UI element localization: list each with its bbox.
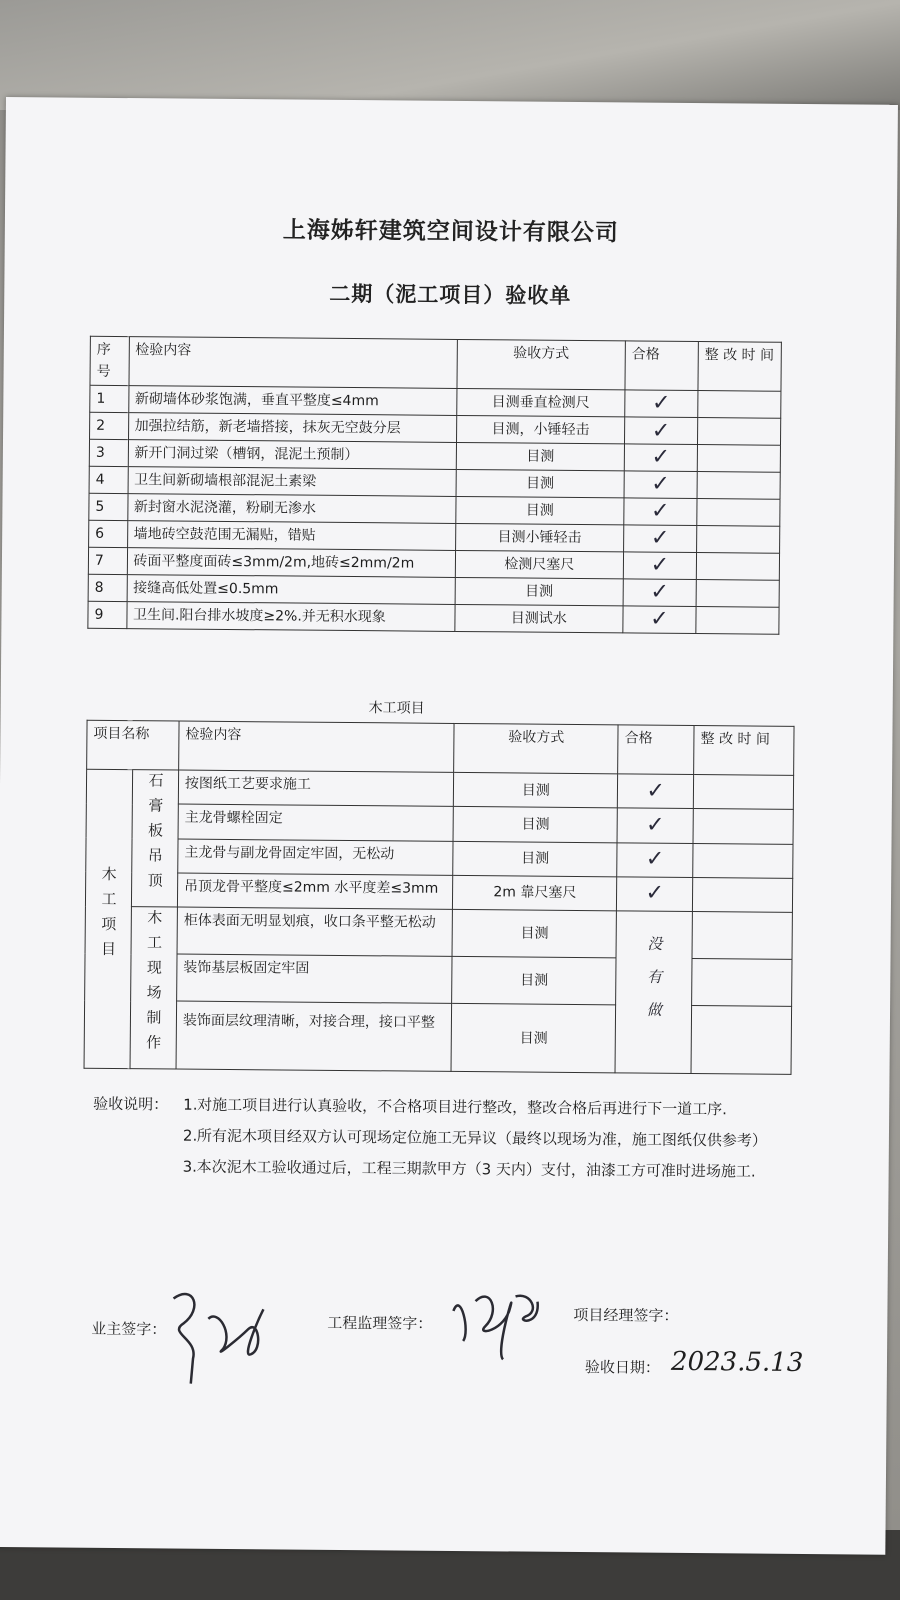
row-content: 卫生间新砌墙根部混泥土素梁 xyxy=(128,467,456,497)
row-method: 目测 xyxy=(453,807,617,843)
row-content: 接缝高低处置≤0.5mm xyxy=(127,575,455,605)
note-text: 本次泥木工验收通过后，工程三期款甲方（3 天内）支付，油漆工方可准时进场施工. xyxy=(196,1157,756,1181)
row-content: 新砌墙体砂浆饱满，垂直平整度≤4mm xyxy=(128,386,456,416)
row-content: 新开门洞过梁（槽钢，混泥土预制） xyxy=(128,440,456,470)
group-label-cell xyxy=(84,769,133,1068)
row-content: 装饰面层纹理清晰，对接合理，接口平整 xyxy=(176,1001,452,1071)
row-method: 2m 靠尺塞尺 xyxy=(453,875,617,911)
pass-checkmark: ✓ xyxy=(617,842,693,877)
note-text: 所有泥木项目经双方认可现场定位施工无异议（最终以现场为准，施工图纸仅供参考） xyxy=(196,1126,768,1150)
form-title: 二期（泥工项目）验收单 xyxy=(329,281,572,308)
header-seq: 序号 xyxy=(90,336,129,385)
acceptance-notes xyxy=(93,1091,794,1186)
header-content: 检验内容 xyxy=(179,721,455,772)
table-header-row xyxy=(87,720,794,775)
row-content: 新封窗水泥浇灌，粉刷无渗水 xyxy=(127,494,455,524)
row-seq: 1 xyxy=(90,385,129,412)
subgroup-label-cell xyxy=(130,907,177,1069)
row-seq: 8 xyxy=(88,574,127,601)
pass-checkmark: ✓ xyxy=(624,471,697,499)
subgroup-label-cell xyxy=(131,770,178,907)
pass-checkmark: ✓ xyxy=(625,390,698,418)
masonry-inspection-table xyxy=(87,336,782,635)
row-rectify xyxy=(692,959,792,1007)
row-rectify xyxy=(697,499,780,527)
pass-checkmark: ✓ xyxy=(617,808,693,843)
row-content: 吊顶龙骨平整度≤2mm 水平度差≤3mm xyxy=(177,873,453,910)
row-seq: 2 xyxy=(90,412,129,439)
row-method: 目测，小锤轻击 xyxy=(456,415,624,443)
header-method: 验收方式 xyxy=(454,723,618,773)
note-number: 2. xyxy=(182,1126,198,1145)
supervisor-signature-label: 工程监理签字： xyxy=(327,1313,433,1333)
row-content: 柜体表面无明显划痕，收口条平整无松动 xyxy=(177,907,453,956)
row-method: 检测尺塞尺 xyxy=(455,550,623,578)
row-rectify xyxy=(693,809,793,844)
row-method: 目测 xyxy=(451,1003,615,1072)
row-content: 按图纸工艺要求施工 xyxy=(178,770,454,807)
pass-checkmark: ✓ xyxy=(624,444,697,472)
pass-checkmark: ✓ xyxy=(623,606,696,634)
table-row xyxy=(85,906,792,959)
carpentry-section-title: 木工项目 xyxy=(368,700,425,717)
owner-signature-label: 业主签字： xyxy=(91,1319,167,1339)
header-method: 验收方式 xyxy=(457,339,626,389)
note-item xyxy=(93,1091,793,1124)
table-row xyxy=(88,601,779,634)
row-rectify xyxy=(698,391,781,419)
row-method: 目测 xyxy=(452,909,616,957)
row-method: 目测 xyxy=(456,442,624,470)
header-name: 项目名称 xyxy=(87,720,179,770)
row-content: 墙地砖空鼓范围无漏贴，错贴 xyxy=(127,521,455,551)
row-method: 目测小锤轻击 xyxy=(455,523,623,551)
row-rectify xyxy=(696,553,779,581)
row-seq: 9 xyxy=(88,601,127,628)
header-pass: 合格 xyxy=(625,341,698,391)
row-method: 目测 xyxy=(455,577,623,605)
pass-checkmark: ✓ xyxy=(617,877,693,912)
subgroup-label: 石膏板吊顶 xyxy=(145,772,165,898)
owner-signature-scribble xyxy=(163,1278,274,1389)
table-header-row xyxy=(90,336,781,391)
row-seq: 4 xyxy=(89,466,128,493)
row-method: 目测 xyxy=(456,496,624,524)
note-number: 3. xyxy=(182,1157,198,1176)
header-rectify: 整 改 时 间 xyxy=(694,726,794,776)
subgroup-label: 木工现场制作 xyxy=(144,909,164,1060)
row-method: 目测 xyxy=(452,956,616,1004)
acceptance-date-label: 验收日期： xyxy=(584,1358,661,1377)
row-seq: 7 xyxy=(88,547,127,574)
company-name: 上海姊轩建筑空间设计有限公司 xyxy=(282,217,619,247)
row-rectify xyxy=(696,580,779,608)
row-rectify xyxy=(697,445,780,473)
note-item xyxy=(93,1153,793,1186)
inspection-form-sheet xyxy=(0,97,898,1555)
manager-signature-label: 项目经理签字： xyxy=(573,1305,679,1325)
acceptance-date-value: 2023.5.13 xyxy=(670,1346,804,1379)
note-text: 对施工项目进行认真验收，不合格项目进行整改，整改合格后再进行下一道工序. xyxy=(197,1095,728,1119)
row-seq: 5 xyxy=(89,493,128,520)
row-method: 目测 xyxy=(454,772,618,808)
row-content: 主龙骨螺栓固定 xyxy=(178,804,454,841)
pass-checkmark: ✓ xyxy=(624,498,697,526)
header-content: 检验内容 xyxy=(128,337,457,389)
group-label: 木工项目 xyxy=(98,865,118,966)
row-content: 主龙骨与副龙骨固定牢固，无松动 xyxy=(178,839,454,876)
pass-checkmark: ✓ xyxy=(624,417,697,445)
row-seq: 6 xyxy=(89,520,128,547)
header-rectify: 整 改 时 间 xyxy=(698,342,782,392)
row-rectify xyxy=(696,526,779,554)
row-rectify xyxy=(693,843,793,878)
note-number: 1. xyxy=(183,1095,198,1114)
handwritten-not-done-note: 没有做 xyxy=(615,911,692,1074)
note-item xyxy=(93,1122,793,1155)
row-seq: 3 xyxy=(89,439,128,466)
background-surface xyxy=(0,0,900,110)
row-content: 卫生间.阳台排水坡度≥2%.并无积水现象 xyxy=(126,602,454,632)
row-content: 砖面平整度面砖≤3mm/2m,地砖≤2mm/2m xyxy=(127,548,455,578)
row-method: 目测 xyxy=(456,469,624,497)
row-rectify xyxy=(697,472,780,500)
supervisor-signature-scribble xyxy=(445,1271,546,1362)
row-rectify xyxy=(692,912,792,960)
carpentry-inspection-table xyxy=(84,720,795,1075)
row-method: 目测垂直检测尺 xyxy=(457,388,625,416)
row-rectify xyxy=(693,877,793,912)
row-rectify xyxy=(693,775,793,810)
pass-checkmark: ✓ xyxy=(617,774,693,809)
pass-checkmark: ✓ xyxy=(623,579,696,607)
notes-label: 验收说明： xyxy=(93,1094,169,1114)
pass-checkmark: ✓ xyxy=(624,525,697,553)
pass-checkmark: ✓ xyxy=(623,552,696,580)
row-content: 加强拉结筋，新老墙搭接，抹灰无空鼓分层 xyxy=(128,413,456,443)
row-rectify xyxy=(691,1006,791,1075)
row-method: 目测试水 xyxy=(455,604,623,632)
row-rectify xyxy=(697,418,780,446)
row-method: 目测 xyxy=(453,841,617,877)
row-rectify xyxy=(696,607,779,635)
row-content: 装饰基层板固定牢固 xyxy=(177,954,453,1003)
header-pass: 合格 xyxy=(618,725,694,775)
